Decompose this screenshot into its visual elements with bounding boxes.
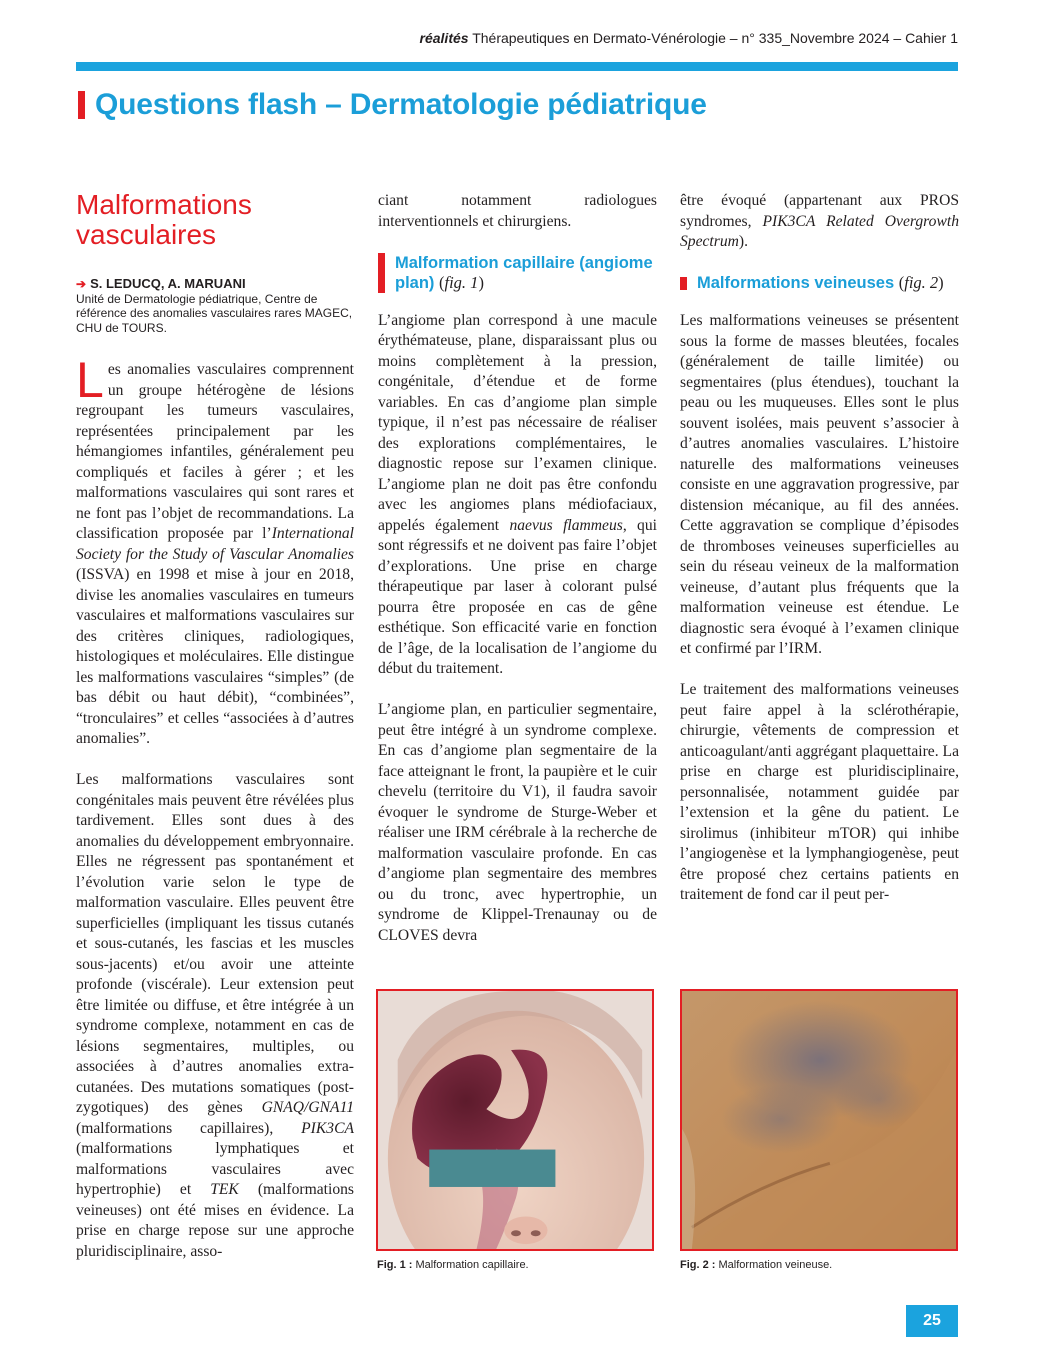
column-2 (378, 191, 657, 946)
fig-ref: (fig. 1) (439, 272, 484, 292)
body-paragraph: L’angiome plan correspond à une macule érythémateuse, plane, disparaissant plus ou moins complètement à la pression, congénitale, d’étendue et de forme variables. En cas d’angiome plan simple typique, il n’est pas nécessaire de réaliser des explorations complémentaires, le diagnostic repose sur l’examen clinique. L’angiome plan ne doit pas être confondu avec les angiomes plans médiofaciaux, appelés également naevus flammeus, qui sont régressifs et ne doivent pas faire l’objet d’explorations. Une prise en charge thérapeutique par laser à colorant pulsé pourra être proposée en cas de gêne esthétique. Son efficacité varie en fonction de l’âge, de la localisation de l’angiome du début du traitement. (378, 311, 657, 677)
caption-label: Fig. 2 : (680, 1259, 716, 1271)
journal-issue: Thérapeutiques en Dermato-Vénérologie – n° 335_Novembre 2024 – Cahier 1 (472, 30, 958, 46)
fig-ref: (fig. 2) (898, 273, 944, 292)
capillary-heading (378, 253, 657, 293)
limb-skin-photo (682, 991, 956, 1249)
venous-heading (680, 273, 959, 293)
intro-paragraph: Les anomalies vasculaires comprennent un groupe hétérogène de lésions regroupant les tumeurs vasculaires, représentées principalement par les hémangiomes infantiles, généralement peu compliqués et faciles à gérer ; et les malformations vasculaires qui sont rares et ne font pas l’objet de recommandations. La classification proposée par l’International Society for the Study of Vascular Anomalies (ISSVA) en 1998 et mise à jour en 2018, divise les anomalies vasculaires en tumeurs vasculaires et malformations vasculaires sur des critères cliniques, radiologiques, histologiques et moléculaires. Elle distingue les malformations vasculaires “simples” (de bas débit ou haut débit), “combinées”, “tronculaires” et celles “associées à d’autres anomalies”. (76, 352, 354, 747)
cap-p2-split-2: être évoqué (appartenant aux PROS syndromes, (680, 192, 959, 230)
heading-marker (680, 277, 687, 290)
author-affiliation: Unité de Dermatologie pédiatrique, Centre de référence des anomalies vasculaires rares MAGEC, CHU de TOURS. (76, 291, 353, 335)
heading-marker (378, 253, 385, 293)
figure-2-photo (680, 989, 958, 1251)
section-header (78, 88, 707, 122)
privacy-bar (429, 1150, 555, 1187)
column-3 (680, 191, 959, 906)
continued-paragraph (378, 191, 657, 232)
arrow-icon: ➔ (76, 277, 87, 291)
infant-face-photo (378, 991, 652, 1249)
drop-cap: L (76, 352, 104, 408)
author-names: S. LEDUCQ, A. MARUANI (90, 276, 246, 291)
author-block (76, 277, 366, 335)
body-paragraph: Les malformations vasculaires sont congénitales mais peuvent être révélées plus tardivement. Elles sont dues à des anomalies du développement embryonnaire. Elles ne régressent pas spontanément et l’évolution varie selon le type de malformation vasculaire. Elles peuvent être superficielles (impliquant les tissus cutanés et sous-cutanés, les fascias et les muscles sous-jacents) et/ou avoir une atteinte profonde (viscérale). Leur extension peut être limitée ou diffuse, et être intégrée à un syndrome complexe, notamment en cas de lésions segmentaires, multiples, ou associées à d’autres anomalies extra-cutanées. Des mutations somatiques (post-zygotiques) des gènes GNAQ/GNA11 (malformations capillaires), PIK3CA (malformations lymphatiques et malformations vasculaires avec hypertrophie) et TEK (malformations veineuses) ont été mises en évidence. La prise en charge repose sur une approche pluridisciplinaire, asso- (76, 771, 354, 1260)
body-paragraph: L’angiome plan, en particulier segmentaire, peut être intégré à un syndrome complexe. En cas d’angiome plan segmentaire de la face atteignant le front, la paupière et le cuir chevelu (territoire du V1), il faudra savoir évoquer le syndrome de Sturge-Weber et réaliser une IRM cérébrale à la recherche de malformation vasculaire profonde. En cas d’angiome plan segmentaire des membres ou du tronc, avec hypertrophie, un syndrome de Klippel-Trenaunay ou de CLOVES devra (378, 701, 657, 944)
section-title: Questions flash – Dermatologie pédiatrique (95, 88, 707, 121)
para2-split-2: ciant notamment radiologues interventionnels et chirurgiens. (378, 192, 657, 230)
figure-2-caption: Fig. 2 : Malformation veineuse. (680, 1259, 833, 1271)
article-title: Malformations vasculaires (76, 189, 252, 250)
capillary-heading-text: Malformation capillaire (angiome plan) (395, 253, 653, 292)
venous-heading-text: Malformations veineuses (697, 274, 895, 292)
journal-name: réalités (419, 30, 469, 46)
column-1 (76, 352, 354, 1262)
section-marker (78, 91, 85, 119)
header-rule (76, 62, 958, 71)
para2-split-1: (malformations veineuses) ont été mises en évidence. La prise en charge repose sur une approche pluridisciplinaire, asso- (76, 1181, 354, 1260)
caption-label: Fig. 1 : (377, 1259, 413, 1271)
figure-1-photo (376, 989, 654, 1251)
running-header (420, 30, 958, 46)
body-paragraph: Le traitement des malformations veineuses peut faire appel à la sclérothérapie, chirurgie, vêtements de compression et anticoagulant/anti aggrégant plaquettaire. La prise en charge est pluridisciplinaire, personnalisée, notamment guidée par l’extension et la gêne du patient. Le sirolimus (inhibiteur mTOR) qui inhibe l’angiogenèse et la lymphangiogenèse, peut être proposé chez certains patients en traitement de fond car il peut per- (680, 681, 959, 903)
figure-1-caption: Fig. 1 : Malformation capillaire. (377, 1259, 529, 1271)
body-paragraph: Les malformations veineuses se présentent sous la forme de masses bleutées, focales (généralement de taille limitée) ou segmentaires (plus étendues), touchant la peau ou les muqueuses. Elles sont le plus souvent isolées, mais peuvent s’associer à d’autres anomalies vasculaires. L’histoire naturelle des malformations veineuses consiste en une aggravation progressive, par distension mécanique, au fil des années. Cette aggravation se complique d’épisodes de thromboses veineuses superficielles au sein du réseau veineux de la malformation veineuse, d’autant plus fréquents que la malformation veineuse est étendue. Le diagnostic sera évoqué à l’examen clinique et confirmé par l’IRM. (680, 312, 959, 657)
continued-paragraph: être évoqué (appartenant aux PROS syndromes, PIK3CA Related Overgrowth Spectrum). (680, 192, 959, 250)
page-number: 25 (906, 1305, 958, 1337)
